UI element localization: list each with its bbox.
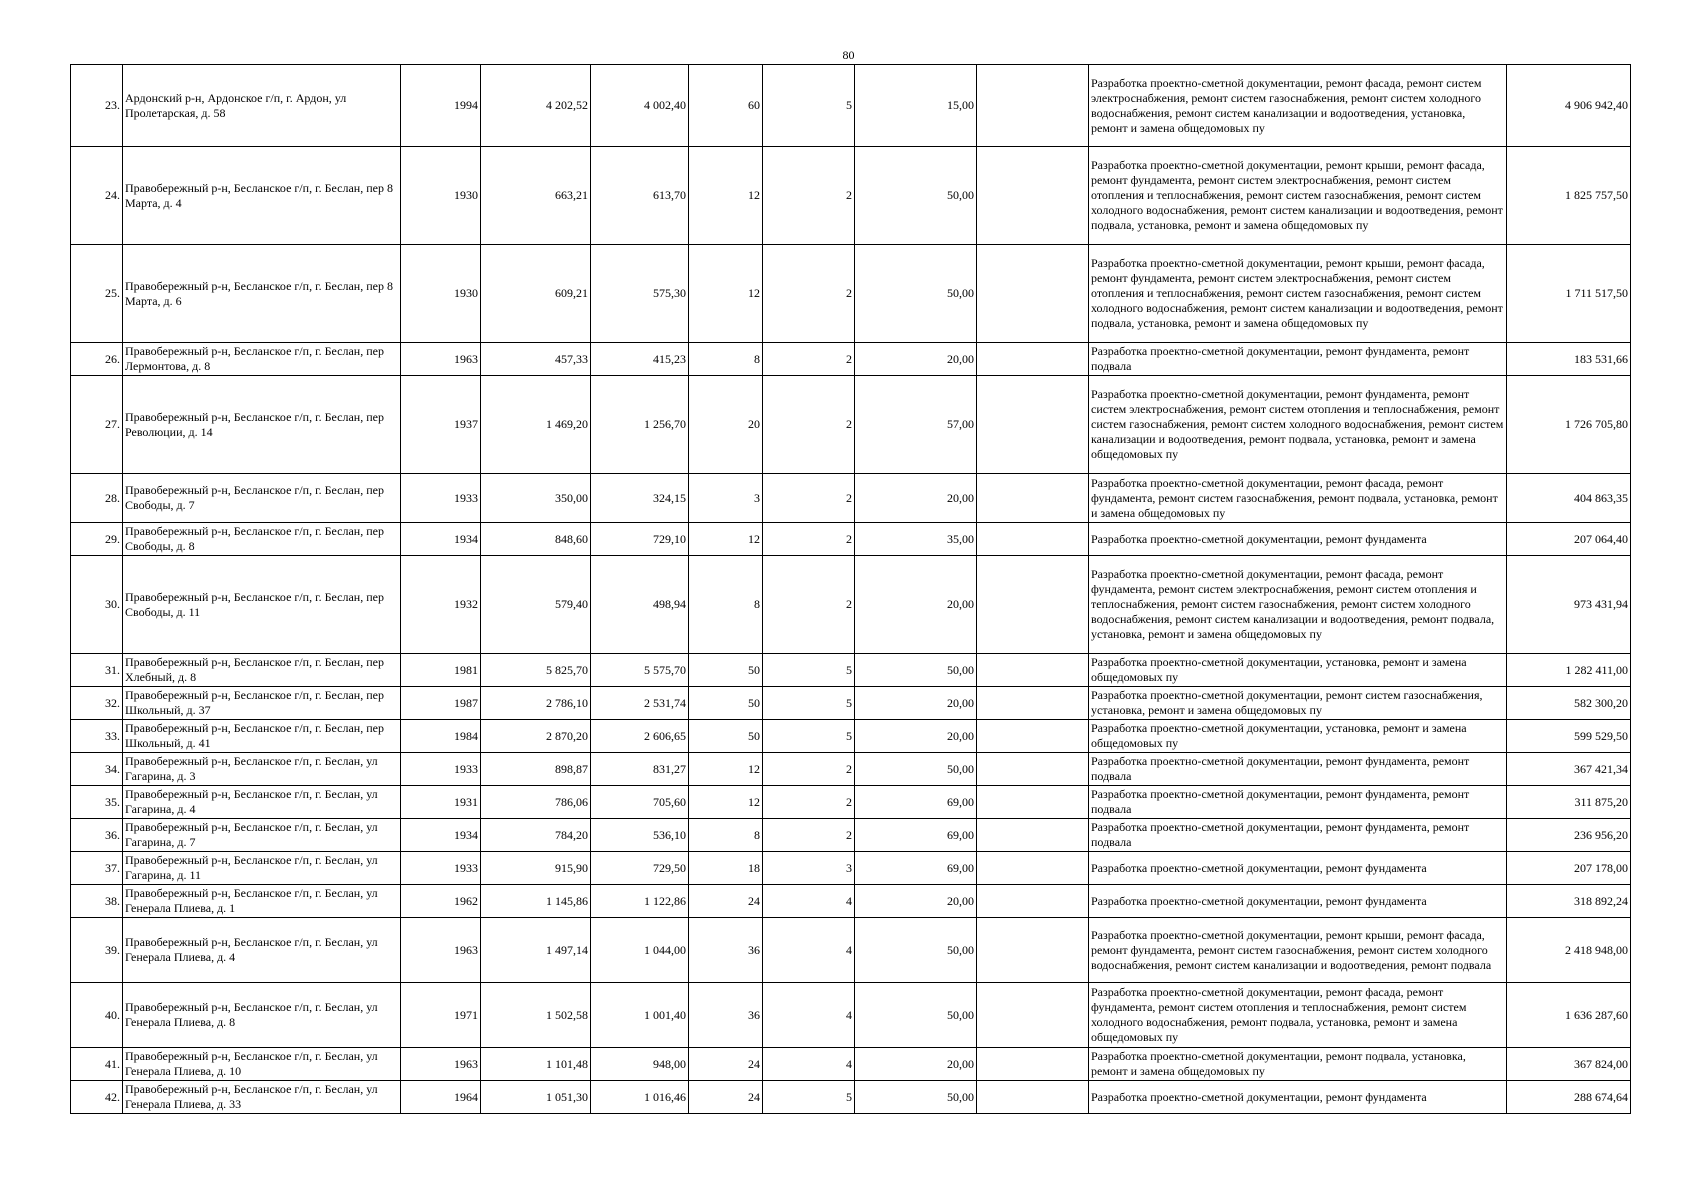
- living-area-cell: 1 256,70: [591, 376, 689, 474]
- empty-cell: [977, 1081, 1089, 1114]
- residents-cell: 12: [689, 786, 763, 819]
- row-number: 29.: [71, 523, 123, 556]
- floors-cell: 2: [763, 474, 855, 523]
- residents-cell: 12: [689, 753, 763, 786]
- residents-cell: 24: [689, 1081, 763, 1114]
- year-cell: 1963: [401, 918, 481, 983]
- cost-cell: 1 825 757,50: [1507, 147, 1631, 245]
- works-cell: Разработка проектно-сметной документации, установка, ремонт и замена общедомовых пу: [1089, 720, 1507, 753]
- empty-cell: [977, 687, 1089, 720]
- works-cell: Разработка проектно-сметной документации, ремонт фасада, ремонт систем электроснабжения, ремонт систем газоснабжения, ремонт систем холодного водоснабжения, ремонт систем канализации и водоотведения, установка, ремонт и замена общедомовых пу: [1089, 65, 1507, 147]
- year-cell: 1981: [401, 654, 481, 687]
- year-cell: 1932: [401, 556, 481, 654]
- wear-percent-cell: 50,00: [855, 753, 977, 786]
- total-area-cell: 898,87: [481, 753, 591, 786]
- living-area-cell: 5 575,70: [591, 654, 689, 687]
- row-number: 35.: [71, 786, 123, 819]
- living-area-cell: 613,70: [591, 147, 689, 245]
- wear-percent-cell: 50,00: [855, 918, 977, 983]
- wear-percent-cell: 57,00: [855, 376, 977, 474]
- table-row: [71, 1048, 1631, 1081]
- floors-cell: 2: [763, 556, 855, 654]
- cost-cell: 207 064,40: [1507, 523, 1631, 556]
- living-area-cell: 1 122,86: [591, 885, 689, 918]
- empty-cell: [977, 245, 1089, 343]
- cost-cell: 1 636 287,60: [1507, 983, 1631, 1048]
- residents-cell: 8: [689, 343, 763, 376]
- total-area-cell: 663,21: [481, 147, 591, 245]
- cost-cell: 1 711 517,50: [1507, 245, 1631, 343]
- residents-cell: 8: [689, 556, 763, 654]
- empty-cell: [977, 819, 1089, 852]
- total-area-cell: 579,40: [481, 556, 591, 654]
- table-row: [71, 654, 1631, 687]
- year-cell: 1933: [401, 474, 481, 523]
- total-area-cell: 2 870,20: [481, 720, 591, 753]
- row-number: 42.: [71, 1081, 123, 1114]
- cost-cell: 404 863,35: [1507, 474, 1631, 523]
- table-row: [71, 786, 1631, 819]
- row-number: 34.: [71, 753, 123, 786]
- residents-cell: 12: [689, 523, 763, 556]
- living-area-cell: 324,15: [591, 474, 689, 523]
- wear-percent-cell: 69,00: [855, 852, 977, 885]
- living-area-cell: 729,10: [591, 523, 689, 556]
- total-area-cell: 1 502,58: [481, 983, 591, 1048]
- total-area-cell: 786,06: [481, 786, 591, 819]
- wear-percent-cell: 15,00: [855, 65, 977, 147]
- empty-cell: [977, 147, 1089, 245]
- works-cell: Разработка проектно-сметной документации, ремонт фундамента, ремонт подвала: [1089, 343, 1507, 376]
- wear-percent-cell: 50,00: [855, 147, 977, 245]
- works-cell: Разработка проектно-сметной документации, ремонт фасада, ремонт фундамента, ремонт систем электроснабжения, ремонт систем отопления и теплоснабжения, ремонт систем газоснабжения, ремонт систем холодного водоснабжения, ремонт систем канализации и водоотведения, ремонт подвала, установка, ремонт и замена общедомовых пу: [1089, 556, 1507, 654]
- row-number: 38.: [71, 885, 123, 918]
- residents-cell: 3: [689, 474, 763, 523]
- living-area-cell: 4 002,40: [591, 65, 689, 147]
- floors-cell: 5: [763, 687, 855, 720]
- row-number: 30.: [71, 556, 123, 654]
- empty-cell: [977, 523, 1089, 556]
- cost-cell: 582 300,20: [1507, 687, 1631, 720]
- repair-program-table: [70, 64, 1631, 1114]
- cost-cell: 183 531,66: [1507, 343, 1631, 376]
- empty-cell: [977, 852, 1089, 885]
- residents-cell: 60: [689, 65, 763, 147]
- works-cell: Разработка проектно-сметной документации, ремонт крыши, ремонт фасада, ремонт фундамента, ремонт систем электроснабжения, ремонт систем отопления и теплоснабжения, ремонт систем газоснабжения, ремонт систем холодного водоснабжения, ремонт систем канализации и водоотведения, ремонт подвала, установка, ремонт и замена общедомовых пу: [1089, 147, 1507, 245]
- residents-cell: 50: [689, 687, 763, 720]
- cost-cell: 4 906 942,40: [1507, 65, 1631, 147]
- address-cell: Правобережный р-н, Бесланское г/п, г. Беслан, ул Гагарина, д. 7: [123, 819, 401, 852]
- total-area-cell: 1 469,20: [481, 376, 591, 474]
- year-cell: 1931: [401, 786, 481, 819]
- table-row: [71, 556, 1631, 654]
- residents-cell: 12: [689, 147, 763, 245]
- address-cell: Правобережный р-н, Бесланское г/п, г. Беслан, пер Свободы, д. 11: [123, 556, 401, 654]
- table-row: [71, 147, 1631, 245]
- living-area-cell: 575,30: [591, 245, 689, 343]
- cost-cell: 288 674,64: [1507, 1081, 1631, 1114]
- floors-cell: 2: [763, 245, 855, 343]
- empty-cell: [977, 376, 1089, 474]
- works-cell: Разработка проектно-сметной документации, ремонт крыши, ремонт фасада, ремонт фундамента, ремонт систем электроснабжения, ремонт систем отопления и теплоснабжения, ремонт систем газоснабжения, ремонт систем холодного водоснабжения, ремонт систем канализации и водоотведения, ремонт подвала, установка, ремонт и замена общедомовых пу: [1089, 245, 1507, 343]
- works-cell: Разработка проектно-сметной документации, ремонт фундамента: [1089, 1081, 1507, 1114]
- wear-percent-cell: 20,00: [855, 474, 977, 523]
- table-row: [71, 245, 1631, 343]
- address-cell: Правобережный р-н, Бесланское г/п, г. Беслан, пер Революции, д. 14: [123, 376, 401, 474]
- works-cell: Разработка проектно-сметной документации, ремонт фундамента: [1089, 885, 1507, 918]
- wear-percent-cell: 20,00: [855, 687, 977, 720]
- row-number: 41.: [71, 1048, 123, 1081]
- table-row: [71, 885, 1631, 918]
- address-cell: Правобережный р-н, Бесланское г/п, г. Беслан, пер Школьный, д. 37: [123, 687, 401, 720]
- total-area-cell: 1 145,86: [481, 885, 591, 918]
- living-area-cell: 948,00: [591, 1048, 689, 1081]
- cost-cell: 367 824,00: [1507, 1048, 1631, 1081]
- living-area-cell: 2 531,74: [591, 687, 689, 720]
- residents-cell: 24: [689, 885, 763, 918]
- empty-cell: [977, 474, 1089, 523]
- table-row: [71, 376, 1631, 474]
- wear-percent-cell: 20,00: [855, 343, 977, 376]
- wear-percent-cell: 35,00: [855, 523, 977, 556]
- works-cell: Разработка проектно-сметной документации, ремонт подвала, установка, ремонт и замена общедомовых пу: [1089, 1048, 1507, 1081]
- wear-percent-cell: 20,00: [855, 885, 977, 918]
- table-row: [71, 819, 1631, 852]
- works-cell: Разработка проектно-сметной документации, ремонт фундамента: [1089, 523, 1507, 556]
- works-cell: Разработка проектно-сметной документации, ремонт фундамента, ремонт подвала: [1089, 819, 1507, 852]
- table-row: [71, 753, 1631, 786]
- row-number: 25.: [71, 245, 123, 343]
- living-area-cell: 536,10: [591, 819, 689, 852]
- year-cell: 1962: [401, 885, 481, 918]
- address-cell: Правобережный р-н, Бесланское г/п, г. Беслан, ул Генерала Плиева, д. 8: [123, 983, 401, 1048]
- cost-cell: 1 282 411,00: [1507, 654, 1631, 687]
- page-number: 80: [842, 48, 855, 62]
- wear-percent-cell: 50,00: [855, 983, 977, 1048]
- works-cell: Разработка проектно-сметной документации, ремонт крыши, ремонт фасада, ремонт фундамента, ремонт систем газоснабжения, ремонт систем холодного водоснабжения, ремонт систем канализации и водоотведения, ремонт подвала: [1089, 918, 1507, 983]
- floors-cell: 2: [763, 753, 855, 786]
- wear-percent-cell: 50,00: [855, 654, 977, 687]
- wear-percent-cell: 20,00: [855, 556, 977, 654]
- row-number: 27.: [71, 376, 123, 474]
- address-cell: Правобережный р-н, Бесланское г/п, г. Беслан, пер Школьный, д. 41: [123, 720, 401, 753]
- works-cell: Разработка проектно-сметной документации, установка, ремонт и замена общедомовых пу: [1089, 654, 1507, 687]
- total-area-cell: 1 051,30: [481, 1081, 591, 1114]
- address-cell: Ардонский р-н, Ардонское г/п, г. Ардон, ул Пролетарская, д. 58: [123, 65, 401, 147]
- floors-cell: 4: [763, 1048, 855, 1081]
- empty-cell: [977, 753, 1089, 786]
- year-cell: 1933: [401, 753, 481, 786]
- table-row: [71, 983, 1631, 1048]
- row-number: 26.: [71, 343, 123, 376]
- year-cell: 1934: [401, 819, 481, 852]
- year-cell: 1930: [401, 147, 481, 245]
- works-cell: Разработка проектно-сметной документации, ремонт фундамента, ремонт подвала: [1089, 786, 1507, 819]
- residents-cell: 8: [689, 819, 763, 852]
- residents-cell: 50: [689, 654, 763, 687]
- table-row: [71, 852, 1631, 885]
- empty-cell: [977, 1048, 1089, 1081]
- total-area-cell: 4 202,52: [481, 65, 591, 147]
- floors-cell: 2: [763, 523, 855, 556]
- wear-percent-cell: 20,00: [855, 1048, 977, 1081]
- floors-cell: 4: [763, 918, 855, 983]
- row-number: 33.: [71, 720, 123, 753]
- total-area-cell: 784,20: [481, 819, 591, 852]
- floors-cell: 4: [763, 983, 855, 1048]
- cost-cell: 207 178,00: [1507, 852, 1631, 885]
- living-area-cell: 1 001,40: [591, 983, 689, 1048]
- living-area-cell: 498,94: [591, 556, 689, 654]
- empty-cell: [977, 885, 1089, 918]
- address-cell: Правобережный р-н, Бесланское г/п, г. Беслан, ул Генерала Плиева, д. 1: [123, 885, 401, 918]
- wear-percent-cell: 69,00: [855, 819, 977, 852]
- works-cell: Разработка проектно-сметной документации, ремонт фундамента: [1089, 852, 1507, 885]
- floors-cell: 5: [763, 654, 855, 687]
- floors-cell: 5: [763, 720, 855, 753]
- residents-cell: 36: [689, 918, 763, 983]
- address-cell: Правобережный р-н, Бесланское г/п, г. Беслан, ул Генерала Плиева, д. 10: [123, 1048, 401, 1081]
- cost-cell: 2 418 948,00: [1507, 918, 1631, 983]
- floors-cell: 5: [763, 65, 855, 147]
- residents-cell: 50: [689, 720, 763, 753]
- cost-cell: 1 726 705,80: [1507, 376, 1631, 474]
- works-cell: Разработка проектно-сметной документации, ремонт фасада, ремонт фундамента, ремонт систем газоснабжения, ремонт подвала, установка, ремонт и замена общедомовых пу: [1089, 474, 1507, 523]
- year-cell: 1963: [401, 1048, 481, 1081]
- total-area-cell: 5 825,70: [481, 654, 591, 687]
- year-cell: 1934: [401, 523, 481, 556]
- total-area-cell: 1 101,48: [481, 1048, 591, 1081]
- row-number: 28.: [71, 474, 123, 523]
- table-row: [71, 523, 1631, 556]
- wear-percent-cell: 20,00: [855, 720, 977, 753]
- total-area-cell: 457,33: [481, 343, 591, 376]
- row-number: 31.: [71, 654, 123, 687]
- wear-percent-cell: 50,00: [855, 245, 977, 343]
- table-row: [71, 1081, 1631, 1114]
- total-area-cell: 609,21: [481, 245, 591, 343]
- floors-cell: 5: [763, 1081, 855, 1114]
- empty-cell: [977, 918, 1089, 983]
- empty-cell: [977, 65, 1089, 147]
- living-area-cell: 729,50: [591, 852, 689, 885]
- cost-cell: 599 529,50: [1507, 720, 1631, 753]
- works-cell: Разработка проектно-сметной документации, ремонт фундамента, ремонт систем электроснабжения, ремонт систем отопления и теплоснабжения, ремонт систем газоснабжения, ремонт систем холодного водоснабжения, ремонт систем канализации и водоотведения, ремонт подвала, установка, ремонт и замена общедомовых пу: [1089, 376, 1507, 474]
- cost-cell: 973 431,94: [1507, 556, 1631, 654]
- residents-cell: 12: [689, 245, 763, 343]
- table-row: [71, 65, 1631, 147]
- cost-cell: 367 421,34: [1507, 753, 1631, 786]
- address-cell: Правобережный р-н, Бесланское г/п, г. Беслан, ул Генерала Плиева, д. 4: [123, 918, 401, 983]
- living-area-cell: 2 606,65: [591, 720, 689, 753]
- year-cell: 1964: [401, 1081, 481, 1114]
- row-number: 24.: [71, 147, 123, 245]
- empty-cell: [977, 720, 1089, 753]
- floors-cell: 4: [763, 885, 855, 918]
- floors-cell: 2: [763, 786, 855, 819]
- address-cell: Правобережный р-н, Бесланское г/п, г. Беслан, пер Свободы, д. 8: [123, 523, 401, 556]
- living-area-cell: 415,23: [591, 343, 689, 376]
- residents-cell: 24: [689, 1048, 763, 1081]
- floors-cell: 2: [763, 819, 855, 852]
- row-number: 39.: [71, 918, 123, 983]
- row-number: 40.: [71, 983, 123, 1048]
- works-cell: Разработка проектно-сметной документации, ремонт систем газоснабжения, установка, ремонт и замена общедомовых пу: [1089, 687, 1507, 720]
- works-cell: Разработка проектно-сметной документации, ремонт фундамента, ремонт подвала: [1089, 753, 1507, 786]
- year-cell: 1984: [401, 720, 481, 753]
- total-area-cell: 1 497,14: [481, 918, 591, 983]
- empty-cell: [977, 983, 1089, 1048]
- cost-cell: 318 892,24: [1507, 885, 1631, 918]
- row-number: 23.: [71, 65, 123, 147]
- cost-cell: 236 956,20: [1507, 819, 1631, 852]
- address-cell: Правобережный р-н, Бесланское г/п, г. Беслан, пер Лермонтова, д. 8: [123, 343, 401, 376]
- wear-percent-cell: 69,00: [855, 786, 977, 819]
- total-area-cell: 350,00: [481, 474, 591, 523]
- total-area-cell: 2 786,10: [481, 687, 591, 720]
- living-area-cell: 831,27: [591, 753, 689, 786]
- floors-cell: 2: [763, 343, 855, 376]
- year-cell: 1930: [401, 245, 481, 343]
- year-cell: 1933: [401, 852, 481, 885]
- floors-cell: 2: [763, 376, 855, 474]
- empty-cell: [977, 556, 1089, 654]
- year-cell: 1937: [401, 376, 481, 474]
- wear-percent-cell: 50,00: [855, 1081, 977, 1114]
- address-cell: Правобережный р-н, Бесланское г/п, г. Беслан, ул Гагарина, д. 4: [123, 786, 401, 819]
- address-cell: Правобережный р-н, Бесланское г/п, г. Беслан, пер 8 Марта, д. 6: [123, 245, 401, 343]
- row-number: 32.: [71, 687, 123, 720]
- address-cell: Правобережный р-н, Бесланское г/п, г. Беслан, ул Гагарина, д. 3: [123, 753, 401, 786]
- floors-cell: 3: [763, 852, 855, 885]
- total-area-cell: 848,60: [481, 523, 591, 556]
- address-cell: Правобережный р-н, Бесланское г/п, г. Беслан, пер 8 Марта, д. 4: [123, 147, 401, 245]
- table-row: [71, 918, 1631, 983]
- address-cell: Правобережный р-н, Бесланское г/п, г. Беслан, пер Свободы, д. 7: [123, 474, 401, 523]
- table-row: [71, 343, 1631, 376]
- row-number: 37.: [71, 852, 123, 885]
- total-area-cell: 915,90: [481, 852, 591, 885]
- residents-cell: 18: [689, 852, 763, 885]
- living-area-cell: 1 016,46: [591, 1081, 689, 1114]
- living-area-cell: 705,60: [591, 786, 689, 819]
- row-number: 36.: [71, 819, 123, 852]
- table-row: [71, 687, 1631, 720]
- address-cell: Правобережный р-н, Бесланское г/п, г. Беслан, ул Генерала Плиева, д. 33: [123, 1081, 401, 1114]
- year-cell: 1971: [401, 983, 481, 1048]
- residents-cell: 20: [689, 376, 763, 474]
- empty-cell: [977, 343, 1089, 376]
- empty-cell: [977, 786, 1089, 819]
- address-cell: Правобережный р-н, Бесланское г/п, г. Беслан, ул Гагарина, д. 11: [123, 852, 401, 885]
- address-cell: Правобережный р-н, Бесланское г/п, г. Беслан, пер Хлебный, д. 8: [123, 654, 401, 687]
- year-cell: 1963: [401, 343, 481, 376]
- table-row: [71, 474, 1631, 523]
- year-cell: 1987: [401, 687, 481, 720]
- residents-cell: 36: [689, 983, 763, 1048]
- floors-cell: 2: [763, 147, 855, 245]
- table-row: [71, 720, 1631, 753]
- works-cell: Разработка проектно-сметной документации, ремонт фасада, ремонт фундамента, ремонт систем отопления и теплоснабжения, ремонт систем холодного водоснабжения, ремонт подвала, установка, ремонт и замена общедомовых пу: [1089, 983, 1507, 1048]
- year-cell: 1994: [401, 65, 481, 147]
- cost-cell: 311 875,20: [1507, 786, 1631, 819]
- empty-cell: [977, 654, 1089, 687]
- living-area-cell: 1 044,00: [591, 918, 689, 983]
